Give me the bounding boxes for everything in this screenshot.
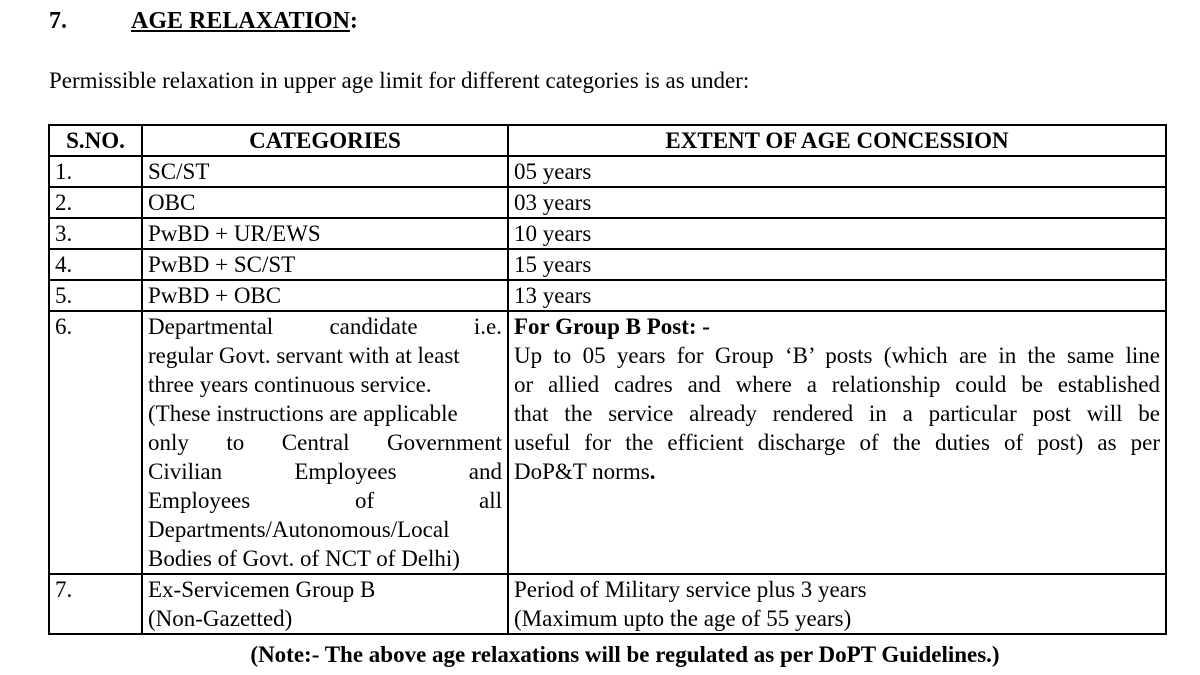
table-row	[49, 156, 1166, 187]
concession-line: Up to 05 years for Group ‘B’ posts (which are in the same line	[514, 343, 1160, 368]
concession-line-last	[514, 457, 1160, 486]
concession-line: useful for the efficient discharge of the duties of post) as per	[514, 430, 1160, 455]
category-line: Departmental candidate i.e.	[148, 314, 502, 339]
table-header-row	[49, 125, 1166, 156]
row-sno: 7.	[49, 574, 142, 634]
concession-last-dot: .	[649, 459, 656, 484]
category-line: Ex-Servicemen Group B	[148, 577, 376, 602]
header-sno: S.NO.	[49, 125, 142, 156]
row-concession: 05 years	[508, 156, 1166, 187]
row-concession: 13 years	[508, 280, 1166, 311]
table-row-ex-servicemen	[49, 574, 1166, 634]
concession-heading: For Group B Post: -	[514, 314, 710, 339]
row-sno: 1.	[49, 156, 142, 187]
row-sno: 5.	[49, 280, 142, 311]
concession-line: or allied cadres and where a relationship could be established	[514, 372, 1160, 397]
section-title: AGE RELAXATION	[131, 8, 350, 34]
section-number: 7.	[49, 8, 67, 34]
row-category: OBC	[142, 187, 508, 218]
row-category: SC/ST	[142, 156, 508, 187]
table-row	[49, 218, 1166, 249]
category-line: regular Govt. servant with at least	[148, 343, 460, 368]
age-relaxation-table	[48, 124, 1167, 635]
header-concession: EXTENT OF AGE CONCESSION	[508, 125, 1166, 156]
table-row-departmental	[49, 311, 1166, 574]
category-line: only to Central Government	[148, 430, 502, 455]
row-sno: 6.	[49, 311, 142, 574]
category-line: Civilian Employees and	[148, 459, 502, 484]
header-categories: CATEGORIES	[142, 125, 508, 156]
intro-text: Permissible relaxation in upper age limit for different categories is as under:	[49, 68, 750, 93]
category-line: Bodies of Govt. of NCT of Delhi)	[148, 546, 460, 571]
section-heading	[49, 6, 358, 36]
concession-line: that the service already rendered in a particular post will be	[514, 401, 1160, 426]
category-line: (These instructions are applicable	[148, 401, 458, 426]
category-line: Employees of all	[148, 488, 502, 513]
row-sno: 4.	[49, 249, 142, 280]
row-concession: 10 years	[508, 218, 1166, 249]
row-concession: 03 years	[508, 187, 1166, 218]
table-row	[49, 280, 1166, 311]
category-line: Departments/Autonomous/Local	[148, 517, 450, 542]
concession-line: (Maximum upto the age of 55 years)	[514, 606, 852, 631]
row-sno: 2.	[49, 187, 142, 218]
section-title-colon: :	[349, 8, 358, 34]
table-row	[49, 249, 1166, 280]
category-line: three years continuous service.	[148, 372, 432, 397]
row-category	[142, 574, 508, 634]
row-category: PwBD + SC/ST	[142, 249, 508, 280]
table-row	[49, 187, 1166, 218]
category-line: (Non-Gazetted)	[148, 606, 293, 631]
guidelines-note: (Note:- The above age relaxations will be regulated as per DoPT Guidelines.)	[250, 642, 1000, 667]
row-concession: 15 years	[508, 249, 1166, 280]
row-category: PwBD + UR/EWS	[142, 218, 508, 249]
row-concession	[508, 574, 1166, 634]
row-category	[142, 311, 508, 574]
row-category: PwBD + OBC	[142, 280, 508, 311]
concession-line: Period of Military service plus 3 years	[514, 577, 867, 602]
row-sno: 3.	[49, 218, 142, 249]
row-concession	[508, 311, 1166, 574]
concession-last-text: DoP&T norms	[514, 459, 650, 484]
